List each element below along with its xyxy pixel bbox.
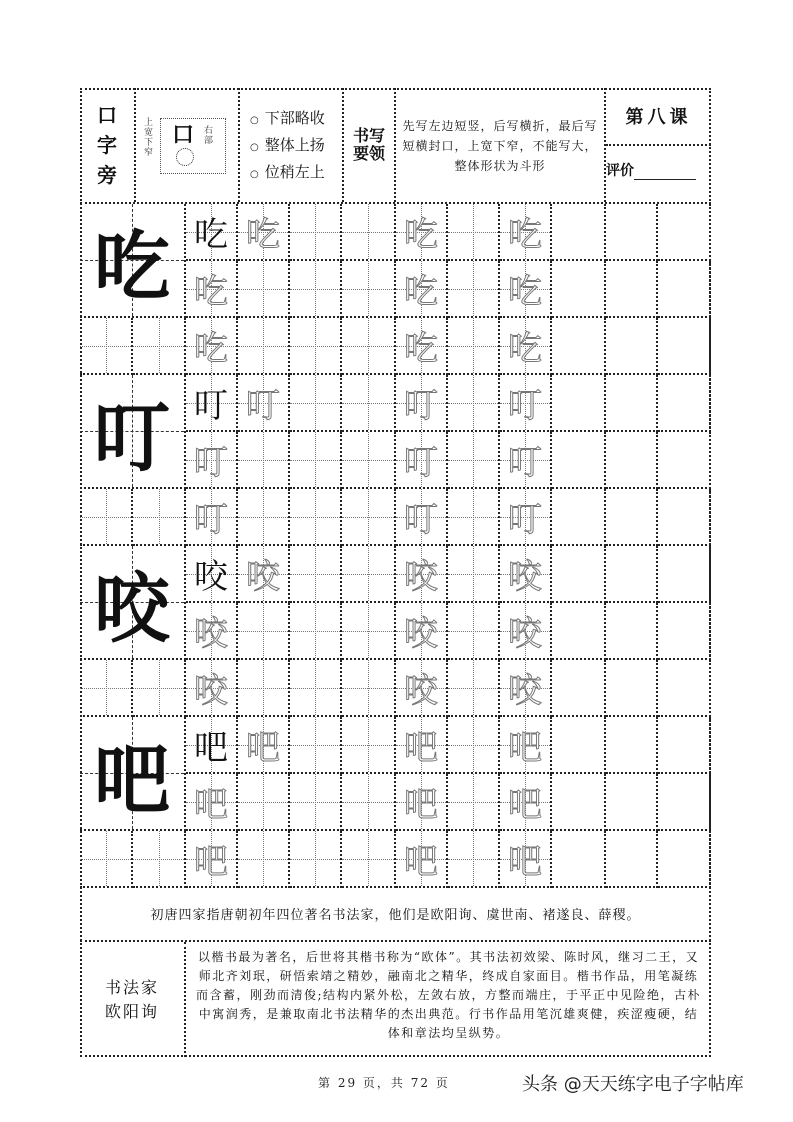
sample-char: 叮: [194, 386, 228, 426]
model-char: 叮: [94, 392, 170, 482]
writing-cell[interactable]: [290, 603, 342, 660]
blank-writing-cell[interactable]: [658, 318, 711, 375]
blank-writing-cell[interactable]: [552, 774, 606, 831]
writing-cell[interactable]: [500, 831, 552, 888]
writing-cell[interactable]: [396, 717, 448, 774]
blank-writing-cell[interactable]: [606, 546, 658, 603]
practice-row: [80, 204, 711, 311]
writing-cell[interactable]: [448, 489, 500, 546]
blank-writing-cell[interactable]: [658, 717, 711, 774]
writing-cell[interactable]: [500, 774, 552, 831]
evaluation-label: 评价: [606, 163, 634, 179]
trace-char: 吧: [404, 842, 438, 882]
writing-cell[interactable]: [500, 489, 552, 546]
tip-item: [250, 133, 342, 160]
blank-writing-cell[interactable]: [606, 489, 658, 546]
model-char-cell: [80, 204, 186, 318]
model-char: 吃: [94, 221, 170, 311]
trace-char: 叮: [246, 386, 280, 426]
writing-cell[interactable]: [238, 204, 290, 261]
writing-cell[interactable]: [342, 774, 396, 831]
trace-char: 叮: [508, 500, 542, 540]
writing-cell[interactable]: [186, 717, 238, 774]
writing-cell[interactable]: [342, 432, 396, 489]
trace-char: 咬: [194, 614, 228, 654]
trace-char: 咬: [246, 557, 280, 597]
calligrapher-bio: 以楷书最为著名，后世将其楷书称为“欧体”。其书法初效梁、陈时风，继习二王，又师北齐刘珉，研悟索靖之精妙，融南北之精华，终成自家面目。楷书作品，用笔凝练而含蓄，刚劲而清俊;结构内紧外松，左敛右放，方整而端庄，于平正中见险绝，古朴中寓润秀，是兼取南北书法精华的杰出典范。行书作品用笔沉雄爽健，疾涩瘦硬，结体和章法均呈纵势。: [195, 950, 702, 1040]
blank-writing-cell[interactable]: [658, 432, 711, 489]
practice-row: [80, 660, 711, 717]
trace-char: 吧: [404, 785, 438, 825]
writing-cell[interactable]: [133, 831, 186, 888]
blank-writing-cell[interactable]: [606, 831, 658, 888]
writing-cell[interactable]: [396, 261, 448, 318]
page-number: 第 29 页，共 72 页: [318, 1076, 450, 1090]
writing-cell[interactable]: [133, 318, 186, 375]
circle-bullet-icon: ○: [250, 169, 259, 180]
trace-char: 吃: [404, 272, 438, 312]
trace-char: 叮: [404, 443, 438, 483]
writing-cell[interactable]: [342, 318, 396, 375]
trace-char: 吃: [508, 215, 542, 255]
blank-writing-cell[interactable]: [606, 375, 658, 432]
writing-cell[interactable]: [448, 546, 500, 603]
blank-writing-cell[interactable]: [606, 660, 658, 717]
blank-writing-cell[interactable]: [658, 603, 711, 660]
trace-char: 吧: [246, 728, 280, 768]
tip-item: [250, 160, 342, 187]
blank-writing-cell[interactable]: [552, 489, 606, 546]
blank-writing-cell[interactable]: [552, 432, 606, 489]
writing-cell[interactable]: [238, 660, 290, 717]
model-char: 咬: [94, 563, 170, 653]
diagram-right-label: 右部: [204, 126, 214, 146]
blank-writing-cell[interactable]: [606, 717, 658, 774]
writing-cell[interactable]: [396, 375, 448, 432]
trace-char: 吧: [404, 728, 438, 768]
blank-writing-cell[interactable]: [552, 375, 606, 432]
blank-writing-cell[interactable]: [658, 204, 711, 261]
writing-cell[interactable]: [342, 603, 396, 660]
writing-cell[interactable]: [342, 660, 396, 717]
trace-char: 吃: [508, 272, 542, 312]
blank-writing-cell[interactable]: [552, 831, 606, 888]
blank-writing-cell[interactable]: [658, 489, 711, 546]
trace-char: 叮: [194, 500, 228, 540]
writing-cell[interactable]: [290, 204, 342, 261]
blank-writing-cell[interactable]: [658, 261, 711, 318]
writing-cell[interactable]: [500, 603, 552, 660]
writing-cell[interactable]: [500, 204, 552, 261]
blank-writing-cell[interactable]: [552, 660, 606, 717]
trace-char: 叮: [508, 443, 542, 483]
writing-cell[interactable]: [186, 375, 238, 432]
blank-writing-cell[interactable]: [606, 432, 658, 489]
writing-cell[interactable]: [396, 774, 448, 831]
writing-cell[interactable]: [290, 660, 342, 717]
writing-cell[interactable]: [290, 261, 342, 318]
writing-cell[interactable]: [238, 375, 290, 432]
blank-writing-cell[interactable]: [658, 375, 711, 432]
writing-cell[interactable]: [238, 489, 290, 546]
blank-writing-cell[interactable]: [606, 261, 658, 318]
writing-cell[interactable]: [396, 603, 448, 660]
trace-char: 咬: [404, 614, 438, 654]
writing-cell[interactable]: [396, 432, 448, 489]
writing-cell[interactable]: [80, 831, 133, 888]
practice-row: [80, 489, 711, 546]
practice-row: [80, 375, 711, 482]
writing-cell[interactable]: [500, 375, 552, 432]
lesson-title: 第八课: [606, 88, 711, 146]
trace-char: 吃: [246, 215, 280, 255]
writing-cell[interactable]: [448, 660, 500, 717]
essentials-line: 书写: [352, 126, 385, 145]
writing-cell[interactable]: [133, 660, 186, 717]
writing-cell[interactable]: [500, 717, 552, 774]
writing-cell[interactable]: [500, 546, 552, 603]
tip-text: 位稍左上: [264, 163, 325, 181]
writing-cell[interactable]: [238, 318, 290, 375]
trace-char: 吧: [508, 785, 542, 825]
writing-cell[interactable]: [186, 546, 238, 603]
writing-cell[interactable]: [396, 318, 448, 375]
trace-char: 吧: [508, 728, 542, 768]
sample-char: 咬: [194, 557, 228, 597]
trace-char: 咬: [404, 671, 438, 711]
writing-cell[interactable]: [186, 204, 238, 261]
trace-char: 吃: [194, 329, 228, 369]
calligrapher-name: 欧阳询: [104, 1001, 159, 1021]
writing-cell[interactable]: [290, 432, 342, 489]
tip-text: 整体上扬: [264, 136, 325, 154]
writing-cell[interactable]: [290, 831, 342, 888]
writing-cell[interactable]: [290, 546, 342, 603]
diagram-left-label: 上宽下窄: [144, 118, 154, 158]
writing-cell[interactable]: [186, 489, 238, 546]
writing-cell[interactable]: [238, 831, 290, 888]
model-char-cell: [80, 375, 186, 489]
trace-char: 吃: [404, 329, 438, 369]
writing-cell[interactable]: [448, 717, 500, 774]
four-calligraphers-note: 初唐四家指唐朝初年四位著名书法家，他们是欧阳询、虞世南、褚遂良、薛稷。: [80, 886, 711, 942]
trace-char: 吃: [194, 272, 228, 312]
trace-char: 吧: [508, 842, 542, 882]
evaluation-input-line[interactable]: [634, 165, 696, 180]
writing-cell[interactable]: [500, 318, 552, 375]
writing-cell[interactable]: [342, 489, 396, 546]
model-char-cell: [80, 717, 186, 831]
radical-title-char: 字: [97, 133, 117, 157]
model-char-cell: [80, 546, 186, 660]
blank-writing-cell[interactable]: [606, 204, 658, 261]
writing-cell[interactable]: [238, 261, 290, 318]
writing-cell[interactable]: [186, 261, 238, 318]
radical-title: [80, 88, 134, 202]
blank-writing-cell[interactable]: [552, 318, 606, 375]
writing-cell[interactable]: [238, 546, 290, 603]
writing-cell[interactable]: [500, 261, 552, 318]
blank-writing-cell[interactable]: [658, 831, 711, 888]
essentials-line: 要领: [352, 144, 385, 163]
trace-char: 咬: [404, 557, 438, 597]
blank-writing-cell[interactable]: [658, 546, 711, 603]
practice-row: [80, 831, 711, 888]
writing-cell[interactable]: [396, 204, 448, 261]
writing-cell[interactable]: [342, 261, 396, 318]
trace-char: 吃: [508, 329, 542, 369]
circle-bullet-icon: ○: [250, 142, 259, 153]
writing-cell[interactable]: [500, 660, 552, 717]
writing-cell[interactable]: [186, 432, 238, 489]
writing-tips: [240, 88, 344, 202]
trace-char: 咬: [194, 671, 228, 711]
trace-char: 咬: [508, 614, 542, 654]
writing-cell[interactable]: [500, 432, 552, 489]
diagram-circle-icon: [176, 148, 194, 166]
writing-essentials-label: [344, 88, 396, 202]
trace-char: 吃: [404, 215, 438, 255]
diagram-radical-char: 口: [172, 123, 195, 148]
sample-char: 吃: [194, 215, 228, 255]
trace-char: 叮: [194, 443, 228, 483]
writing-cell[interactable]: [290, 717, 342, 774]
writing-cell[interactable]: [238, 717, 290, 774]
writing-cell[interactable]: [448, 375, 500, 432]
radical-title-char: 旁: [97, 163, 117, 187]
tip-item: [250, 106, 342, 133]
writing-cell[interactable]: [186, 603, 238, 660]
writing-cell[interactable]: [396, 660, 448, 717]
writing-cell[interactable]: [342, 546, 396, 603]
writing-cell[interactable]: [448, 831, 500, 888]
blank-writing-cell[interactable]: [606, 603, 658, 660]
writing-cell[interactable]: [342, 717, 396, 774]
blank-writing-cell[interactable]: [606, 318, 658, 375]
practice-row: [80, 318, 711, 375]
writing-cell[interactable]: [396, 546, 448, 603]
writing-cell[interactable]: [290, 774, 342, 831]
blank-writing-cell[interactable]: [552, 204, 606, 261]
writing-cell[interactable]: [448, 261, 500, 318]
tip-text: 下部略收: [264, 109, 325, 127]
trace-char: 叮: [404, 500, 438, 540]
writing-cell[interactable]: [133, 489, 186, 546]
trace-char: 叮: [404, 386, 438, 426]
blank-writing-cell[interactable]: [658, 774, 711, 831]
writing-cell[interactable]: [342, 831, 396, 888]
writing-cell[interactable]: [290, 375, 342, 432]
calligrapher-title: [80, 942, 186, 1057]
writing-cell[interactable]: [448, 318, 500, 375]
writing-cell[interactable]: [290, 318, 342, 375]
writing-cell[interactable]: [186, 774, 238, 831]
watermark: 头条 @天天练字电子字帖库: [522, 1074, 744, 1095]
trace-char: 咬: [508, 671, 542, 711]
radical-title-char: 口: [97, 103, 117, 127]
blank-writing-cell[interactable]: [552, 603, 606, 660]
writing-cell[interactable]: [342, 204, 396, 261]
blank-writing-cell[interactable]: [552, 546, 606, 603]
trace-char: 吧: [194, 842, 228, 882]
writing-cell[interactable]: [80, 318, 133, 375]
blank-writing-cell[interactable]: [552, 717, 606, 774]
trace-char: 咬: [508, 557, 542, 597]
practice-grid: [80, 202, 711, 886]
evaluation-field: [606, 146, 711, 202]
model-char: 吧: [94, 734, 170, 824]
practice-row: [80, 546, 711, 653]
writing-cell[interactable]: [186, 660, 238, 717]
writing-cell[interactable]: [448, 774, 500, 831]
writing-description: 先写左边短竖，后写横折，最后写短横封口，上宽下窄，不能写大，整体形状为斗形: [396, 88, 606, 202]
writing-cell[interactable]: [290, 489, 342, 546]
radical-structure-diagram: [134, 88, 240, 202]
writing-cell[interactable]: [238, 774, 290, 831]
writing-cell[interactable]: [186, 318, 238, 375]
writing-cell[interactable]: [448, 603, 500, 660]
writing-cell[interactable]: [396, 831, 448, 888]
circle-bullet-icon: ○: [250, 115, 259, 126]
trace-char: 吧: [194, 785, 228, 825]
writing-cell[interactable]: [238, 432, 290, 489]
writing-cell[interactable]: [448, 204, 500, 261]
sample-char: 吧: [194, 728, 228, 768]
calligrapher-title-line: 书法家: [104, 977, 159, 997]
blank-writing-cell[interactable]: [658, 660, 711, 717]
writing-cell[interactable]: [186, 831, 238, 888]
writing-cell[interactable]: [342, 375, 396, 432]
writing-cell[interactable]: [448, 432, 500, 489]
blank-writing-cell[interactable]: [606, 774, 658, 831]
trace-char: 叮: [508, 386, 542, 426]
writing-cell[interactable]: [238, 603, 290, 660]
blank-writing-cell[interactable]: [552, 261, 606, 318]
writing-cell[interactable]: [396, 489, 448, 546]
writing-cell[interactable]: [80, 489, 133, 546]
practice-row: [80, 717, 711, 824]
writing-cell[interactable]: [80, 660, 133, 717]
